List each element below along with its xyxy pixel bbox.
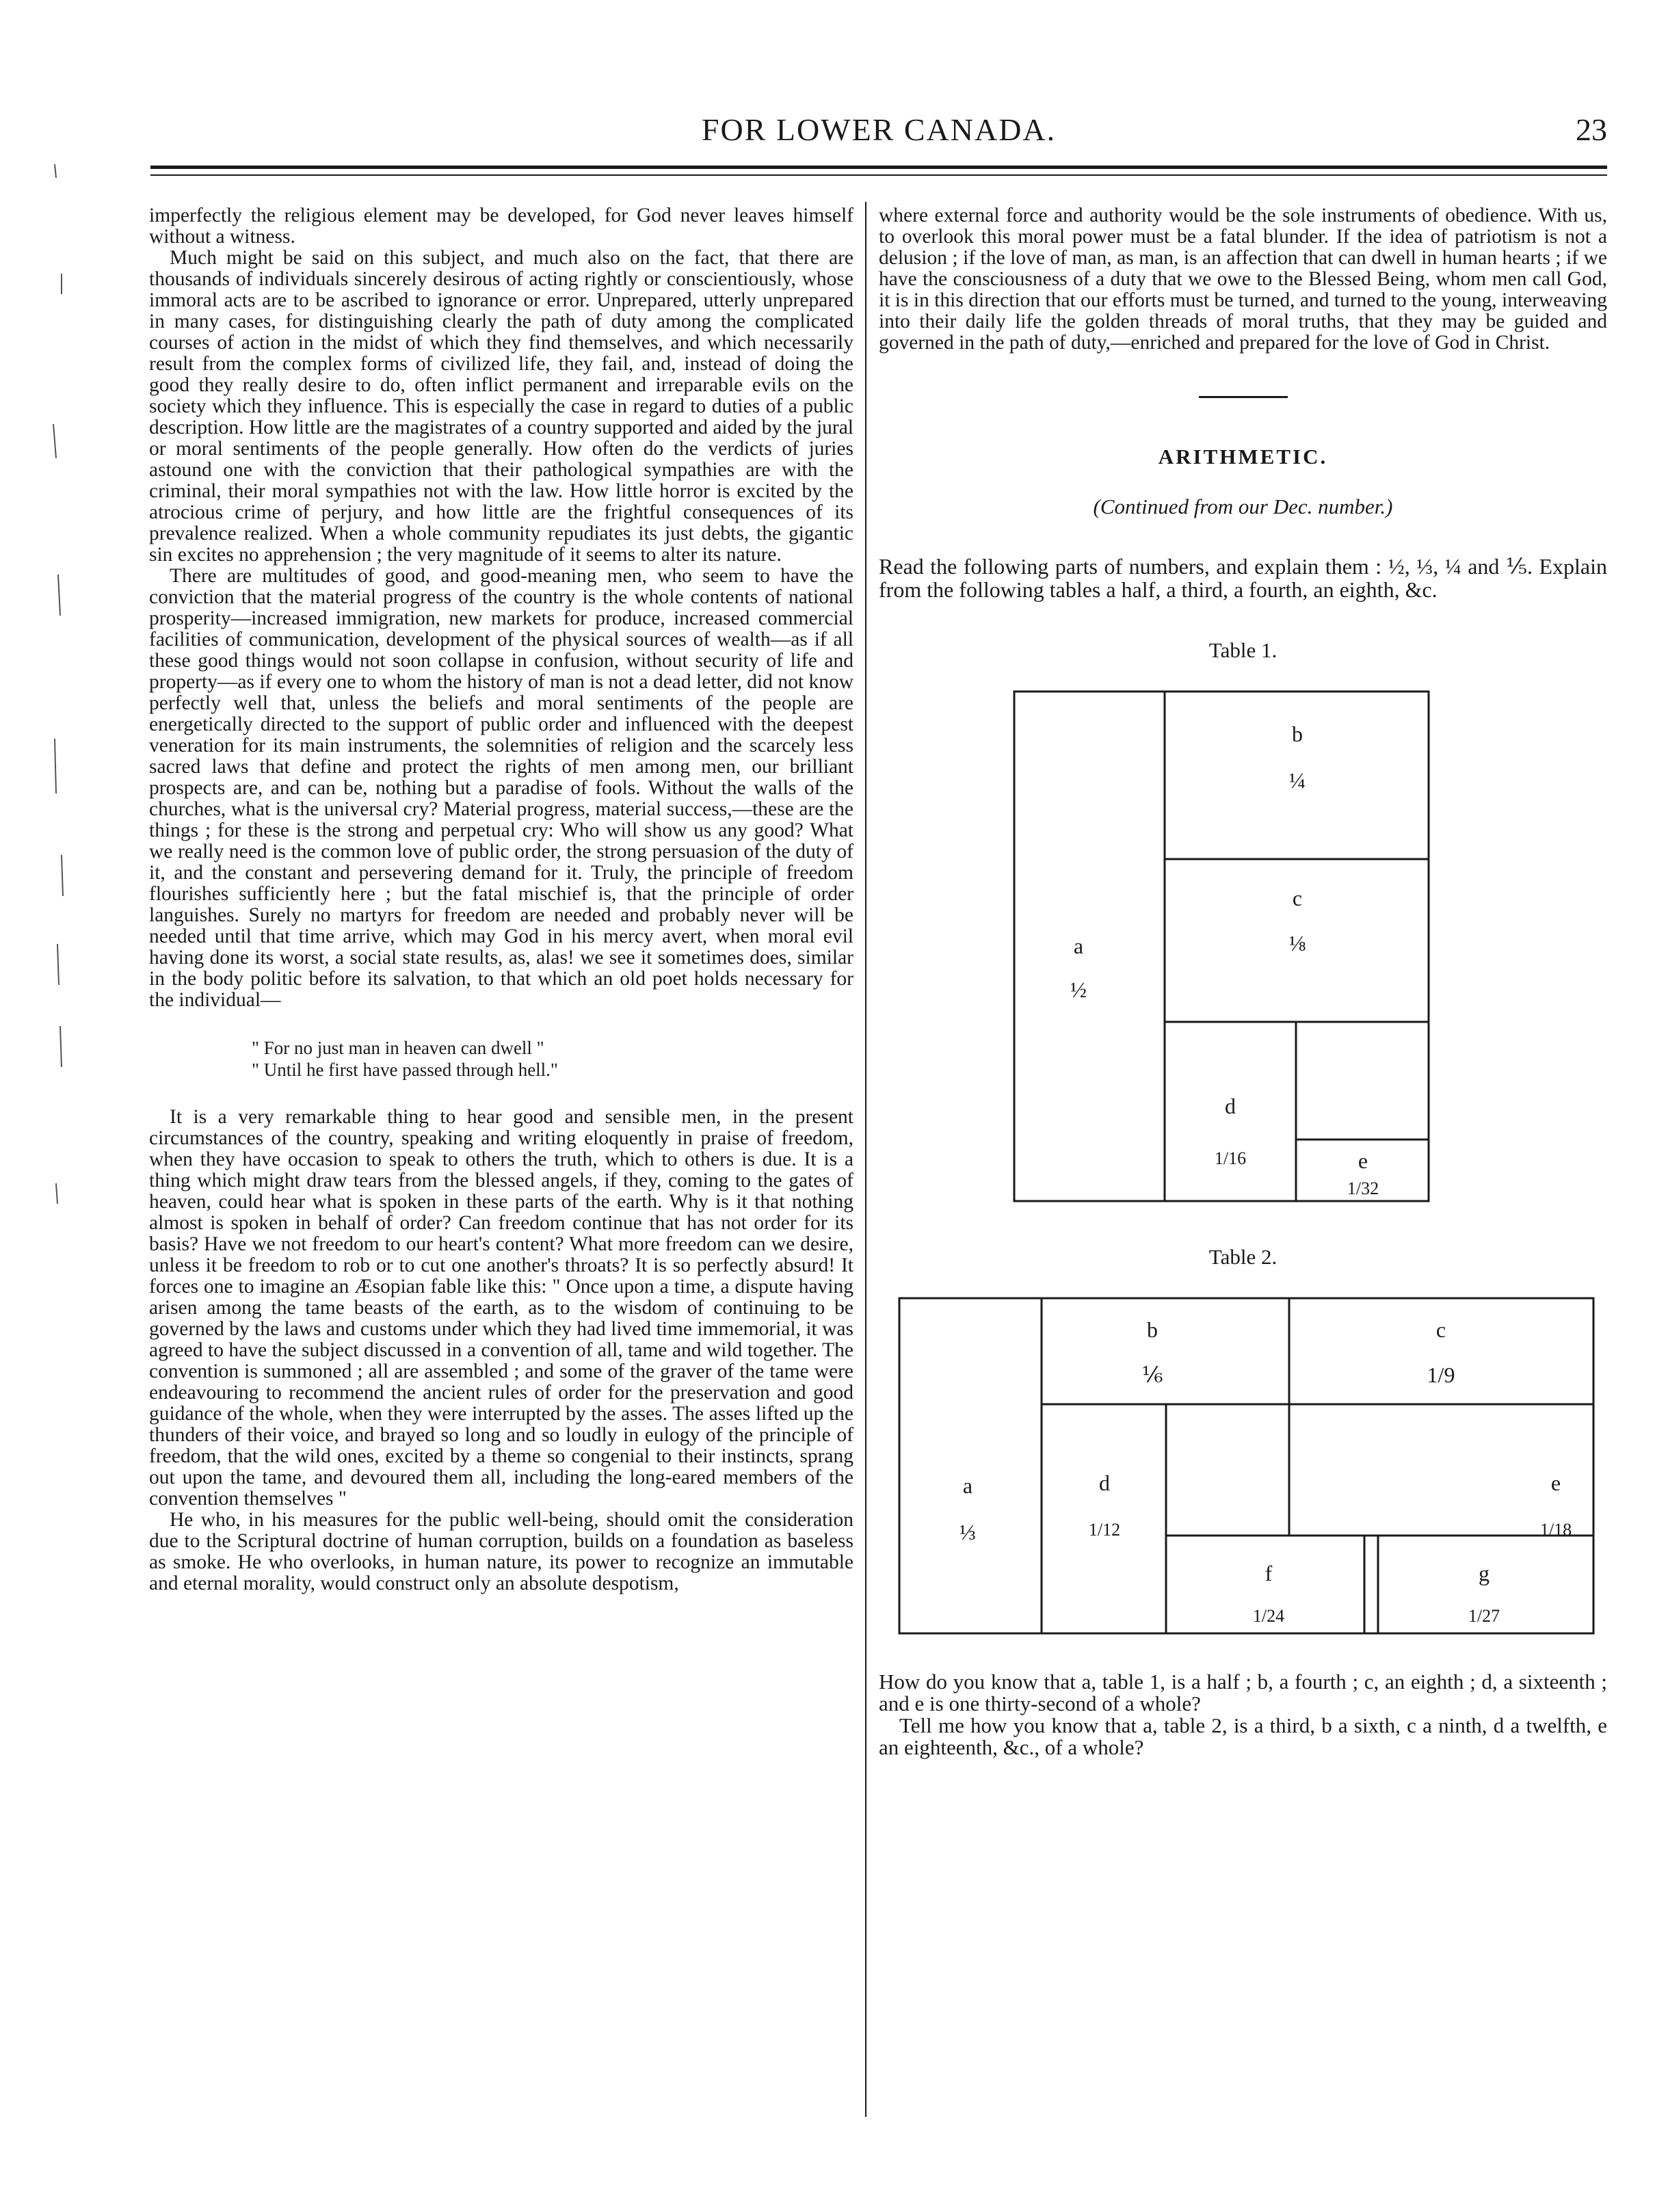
table1-label-b: b [1292, 722, 1303, 746]
paragraph: It is a very remarkable thing to hear good and sensible men, in the present circumstances of the country, speaking and writing eloquently in praise of freedom, when they have occasion to speak to others the truth, which to others is due. It is a thing which might draw tears from the blessed angels, if they, coming to the gates of heaven, could hear what is spoken in these parts of the earth. Why is it that nothing almost is spoken in behalf of order? Can freedom continue that has not order for its basis? Have we not freedom to our heart's content? What more freedom can we desire, unless it be freedom to rob or to cut one another's throats? It is so perfectly absurd! It forces one to imagine an Æsopian fable like this: " Once upon a time, a dispute having arisen among the tame beasts of the earth, as to the wisdom of continuing to be governed by the laws and customs under which they had lived time immemorial, it was agreed to have the subject discussed in a convention of all, tame and wild together. The convention is summoned ; all are assembled ; and some of the graver of the tame were endeavouring to recommend the ancient rules of order for the preservation and good guidance of the whole, when they were interrupted by the asses. The asses lifted up the thunders of their voice, and brayed so long and so loudly in eulogy of the principle of freedom, that the wild ones, excited by a theme so congenial to their instincts, sprang out upon the tame, and devoured them all, including the long-eared members of the convention themselves " [149, 1106, 853, 1510]
table1-fraction-e: 1/32 [1347, 1179, 1379, 1198]
table1-fraction-d: 1/16 [1214, 1148, 1247, 1168]
table2-label-a: a [962, 1473, 973, 1498]
table1-label-d: d [1225, 1094, 1236, 1118]
quote-line: " Until he first have passed through hell." [252, 1059, 558, 1080]
table1-label-c: c [1292, 886, 1303, 910]
table2-label-b: b [1147, 1317, 1158, 1342]
table2-label-g: g [1479, 1561, 1490, 1585]
header-rule-thin [150, 174, 1607, 176]
question: How do you know that a, table 1, is a half ; b, a fourth ; c, an eighth ; d, a sixteenth ; and e is one thirty-second of a whole? [879, 1670, 1607, 1715]
table1-fraction-c: ⅛ [1289, 931, 1306, 956]
margin-specks [41, 137, 82, 1505]
arithmetic-intro: Read the following parts of numbers, and explain them : ½, ⅓, ¼ and ⅕. Explain from the following tables a half, a third, a fourth, an eighth, &c. [879, 554, 1607, 602]
running-title: FOR LOWER CANADA. [701, 112, 1057, 147]
scan-margin-marks [41, 137, 82, 1505]
header-rule-thick [150, 166, 1607, 169]
table2-fraction-d: 1/12 [1088, 1520, 1121, 1540]
right-column [879, 205, 1607, 1759]
table2-fraction-a: ⅓ [959, 1520, 976, 1544]
table2-fraction-f: 1/24 [1252, 1606, 1285, 1626]
table1-fraction-a: ½ [1070, 977, 1087, 1002]
table2-fraction-b: ⅙ [1141, 1362, 1163, 1387]
table1-diagram [879, 688, 1607, 1208]
left-column [149, 205, 853, 1594]
verse-quote [252, 1037, 853, 1081]
table1-fraction-b: ¼ [1289, 768, 1306, 793]
table1-caption: Table 1. [1208, 638, 1277, 662]
page-header [150, 109, 1607, 157]
table2-fraction-c: 1/9 [1427, 1362, 1455, 1387]
paragraph: He who, in his measures for the public well-being, should omit the consideration due to the Scriptural doctrine of human corruption, builds on a foundation as baseless as smoke. He who overlooks, in human nature, its power to recognize an immutable and eternal morality, would construct only an absolute despotism, [149, 1509, 853, 1594]
table2-label-c: c [1435, 1317, 1446, 1342]
quote-line: " For no just man in heaven can dwell " [252, 1038, 544, 1058]
table2-fraction-e: 1/18 [1539, 1520, 1572, 1540]
arithmetic-questions [879, 1671, 1607, 1759]
paragraph: There are multitudes of good, and good-meaning men, who seem to have the conviction that the material progress of the country is the whole contents of national prosperity—increased immigration, new markets for produce, increased commercial facilities of communication, development of the physical sources of wealth—as if all these good things would not soon collapse in confusion, without security of life and property—as if every one to whom the history of man is not a dead letter, did not know perfectly well that, unless the beliefs and moral sentiments of the people are energetically directed to the support of public order and influenced with the deepest veneration for its main instruments, the solemnities of religion and the scarcely less sacred laws that define and protect the rights of men among men, our brilliant prospects are, and can be, nothing but a paradise of fools. Without the walls of the churches, what is the universal cry? Material progress, material success,—these are the things ; for these is the strong and perpetual cry: Who will show us any good? What we really need is the common love of public order, the strong persuasion of the duty of it, and the constant and persevering demand for it. Truly, the principle of freedom flourishes sufficiently here ; but the fatal mischief is, that the principle of order languishes. Surely no martyrs for freedom are needed and probably never will be needed until that time arrive, which may God in his mercy avert, when moral evil having done its worst, a social state results, as, alas! we see it sometimes does, similar in the body politic before its salvation, to that which an old poet holds necessary for the individual— [149, 565, 853, 1011]
section-divider [1199, 396, 1288, 398]
table1-label-e: e [1358, 1148, 1368, 1173]
section-title: ARITHMETIC. [1158, 445, 1328, 469]
paragraph: where external force and authority would be the sole instruments of obedience. With us, to overlook this moral power must be a fatal blunder. If the idea of patriotism is not a delusion ; if the love of man, as man, is an affection that can dwell in human hearts ; if we have the consciousness of a duty that we owe to the Blessed Being, whom men call God, it is in this direction that our efforts must be turned, and turned to the young, interweaving into their daily life the golden threads of moral truths, that they may be guided and governed in the path of duty,—enriched and prepared for the love of God in Christ. [879, 205, 1607, 354]
table2-label-d: d [1099, 1471, 1110, 1495]
paragraph: Much might be said on this subject, and much also on the fact, that there are thousands of individuals sincerely desirous of acting rightly or conscientiously, whose immoral acts are to be ascribed to ignorance or error. Unprepared, utterly unprepared in many cases, for distinguishing clearly the path of duty among the complicated courses of action in the midst of which they find themselves, and which necessarily result from the complex forms of civilized life, they fail, and, instead of doing the good they really desire to do, often inflict permanent and irreparable evils on the society which they influence. This is especially the case in regard to duties of a public description. How little are the magistrates of a country supported and aided by the jural or moral sentiments of the people generally. How often do the verdicts of juries astound one with the conviction that their pathological sympathies are with the criminal, their moral sympathies not with the law. How little horror is excited by the atrocious crime of perjury, and how little are the frightful consequences of its prevalence realized. When a whole community repudiates its just debts, the gigantic sin excites no apprehension ; the very magnitude of it seems to alter its nature. [149, 247, 853, 566]
column-divider [865, 202, 866, 2117]
table2-label-f: f [1265, 1561, 1273, 1585]
table2-label-e: e [1550, 1471, 1561, 1495]
table2-diagram [879, 1295, 1607, 1644]
question: Tell me how you know that a, table 2, is a third, b a sixth, c a ninth, d a twelfth, e an eighteenth, &c., of a whole? [879, 1713, 1607, 1759]
table2-caption: Table 2. [1208, 1245, 1277, 1269]
section-subtitle: (Continued from our Dec. number.) [1093, 495, 1393, 518]
page-number: 23 [1576, 112, 1607, 147]
table1-label-a: a [1073, 934, 1084, 958]
paragraph: imperfectly the religious element may be developed, for God never leaves himself without a witness. [149, 205, 853, 248]
table2-fraction-g: 1/27 [1468, 1606, 1500, 1626]
